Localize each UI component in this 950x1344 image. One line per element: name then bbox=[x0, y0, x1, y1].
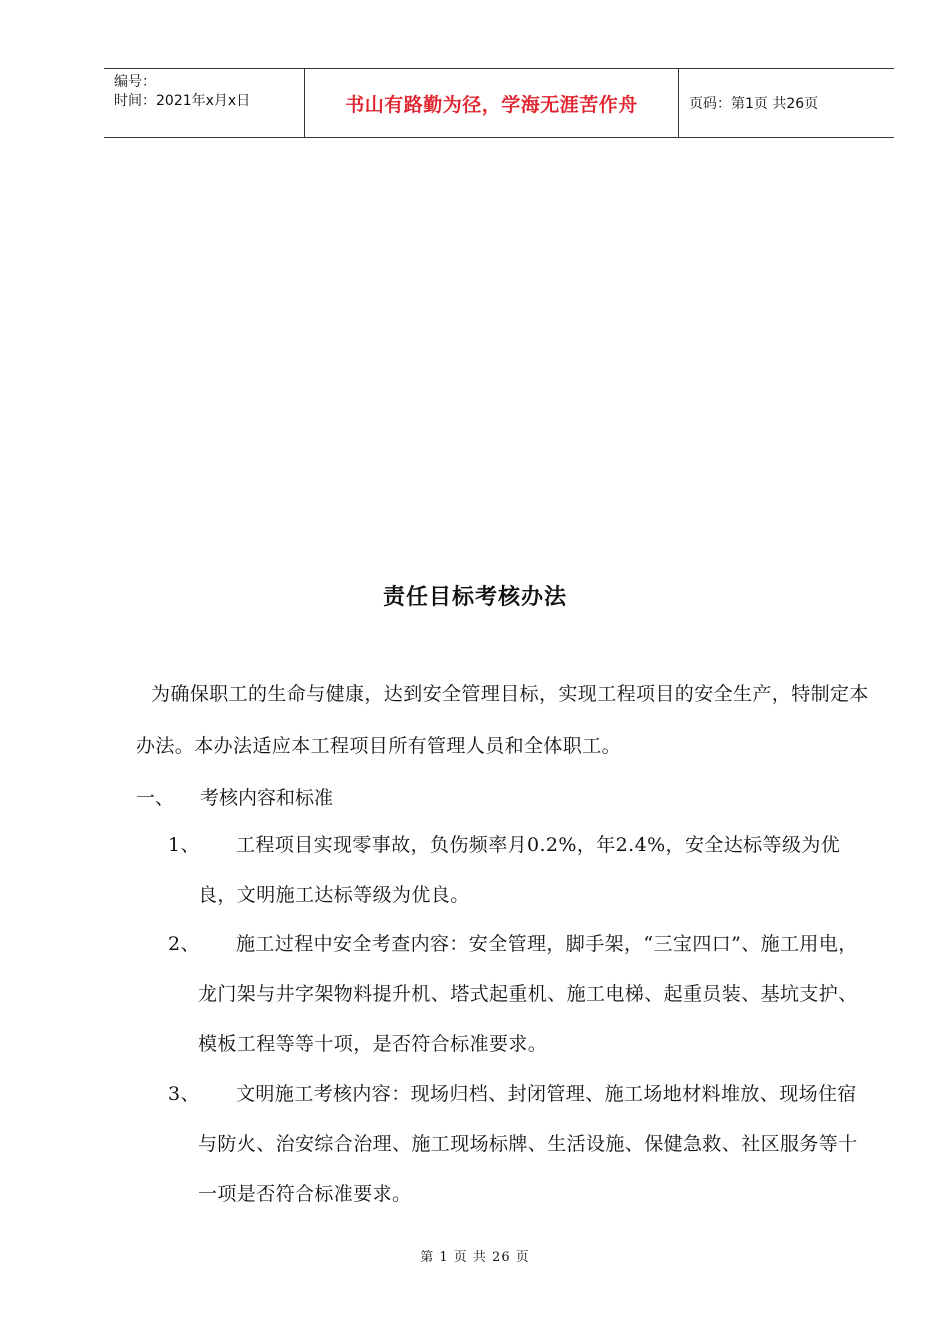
section-heading bbox=[136, 772, 333, 824]
list-item-number: 1、 bbox=[168, 834, 200, 856]
list-item-text: 施工过程中安全考查内容：安全管理，脚手架，“三宝四口”、施工用电，龙门架与井字架物料提升机、塔式起重机、施工电梯、起重员装、基坑支护、模板工程等等十项，是否符合标准要求。 bbox=[198, 933, 858, 1055]
list-item-number: 2、 bbox=[168, 933, 200, 955]
list-item bbox=[168, 919, 868, 1069]
header-motto: 书山有路勤为径，学海无涯苦作舟 bbox=[305, 69, 679, 137]
list-item-text: 文明施工考核内容：现场归档、封闭管理、施工场地材料堆放、现场住宿与防火、治安综合治理、施工现场标牌、生活设施、保健急救、社区服务等十一项是否符合标准要求。 bbox=[198, 1083, 858, 1205]
list-item bbox=[168, 1069, 868, 1219]
section-title: 考核内容和标准 bbox=[200, 787, 334, 809]
list-item-number: 3、 bbox=[168, 1083, 200, 1105]
document-date: 时间：2021年x月x日 bbox=[114, 93, 251, 109]
page-header bbox=[104, 68, 894, 138]
document-title: 责任目标考核办法 bbox=[382, 585, 567, 610]
list-item bbox=[168, 820, 868, 920]
document-number-label: 编号： bbox=[114, 74, 156, 90]
list-item-text: 工程项目实现零事故，负伤频率月0.2%，年2.4%，安全达标等级为优良，文明施工达标等级为优良。 bbox=[198, 834, 841, 906]
intro-paragraph: 为确保职工的生命与健康，达到安全管理目标，实现工程项目的安全生产，特制定本办法。本办法适应本工程项目所有管理人员和全体职工。 bbox=[136, 683, 869, 757]
section-number: 一、 bbox=[136, 787, 175, 809]
page-footer: 第 1 页 共 26 页 bbox=[420, 1250, 530, 1265]
header-page-info: 页码：第1页 共26页 bbox=[689, 96, 819, 112]
header-meta bbox=[104, 69, 305, 137]
